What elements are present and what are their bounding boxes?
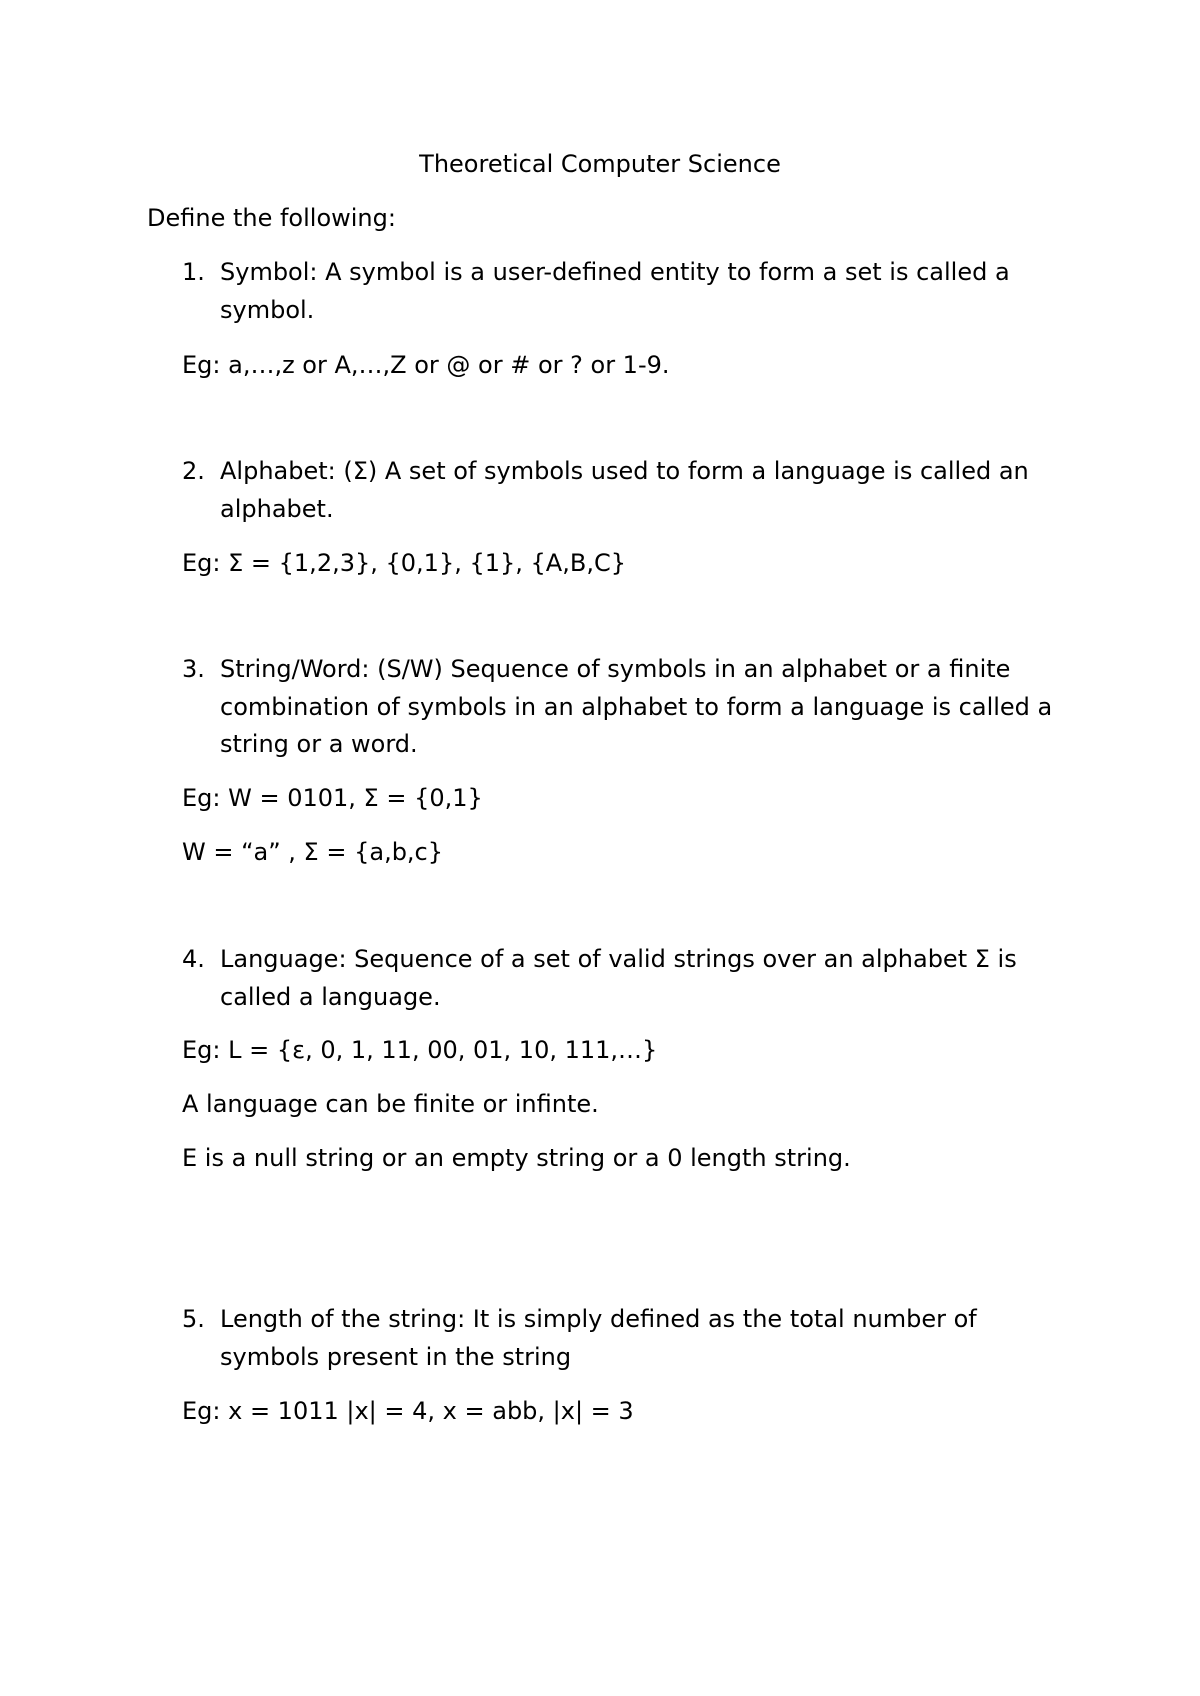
- item-text-line: Length of the string: It is simply defined as the total number of: [220, 1305, 977, 1333]
- example-line: E is a null string or an empty string or a 0 length string.: [182, 1144, 851, 1172]
- example-line: Eg: L = {ε, 0, 1, 11, 00, 01, 10, 111,…}: [182, 1036, 658, 1064]
- item-text-line: symbols present in the string: [220, 1343, 572, 1371]
- item-text-line: Alphabet: (Σ) A set of symbols used to form a language is called an: [220, 457, 1029, 485]
- item-text-line: Symbol: A symbol is a user-defined entity to form a set is called a: [220, 258, 1010, 286]
- example-line: A language can be finite or infinte.: [182, 1090, 599, 1118]
- item-number: 4.: [182, 945, 205, 973]
- item-text-line: symbol.: [220, 296, 315, 324]
- example-line: Eg: W = 0101, Σ = {0,1}: [182, 784, 483, 812]
- example-line: Eg: a,…,z or A,…,Z or @ or # or ? or 1-9.: [182, 351, 670, 379]
- intro-text: Define the following:: [147, 204, 396, 232]
- item-number: 5.: [182, 1305, 205, 1333]
- document-title: Theoretical Computer Science: [419, 150, 781, 178]
- item-number: 3.: [182, 655, 205, 683]
- item-number: 1.: [182, 258, 205, 286]
- example-line: W = “a” , Σ = {a,b,c}: [182, 838, 444, 866]
- item-text-line: alphabet.: [220, 495, 334, 523]
- item-text-line: combination of symbols in an alphabet to form a language is called a: [220, 693, 1053, 721]
- item-number: 2.: [182, 457, 205, 485]
- item-text-line: called a language.: [220, 983, 441, 1011]
- example-line: Eg: Σ = {1,2,3}, {0,1}, {1}, {A,B,C}: [182, 549, 626, 577]
- item-text-line: string or a word.: [220, 730, 418, 758]
- item-text-line: String/Word: (S/W) Sequence of symbols in an alphabet or a finite: [220, 655, 1011, 683]
- item-text-line: Language: Sequence of a set of valid strings over an alphabet Σ is: [220, 945, 1017, 973]
- example-line: Eg: x = 1011 |x| = 4, x = abb, |x| = 3: [182, 1397, 634, 1425]
